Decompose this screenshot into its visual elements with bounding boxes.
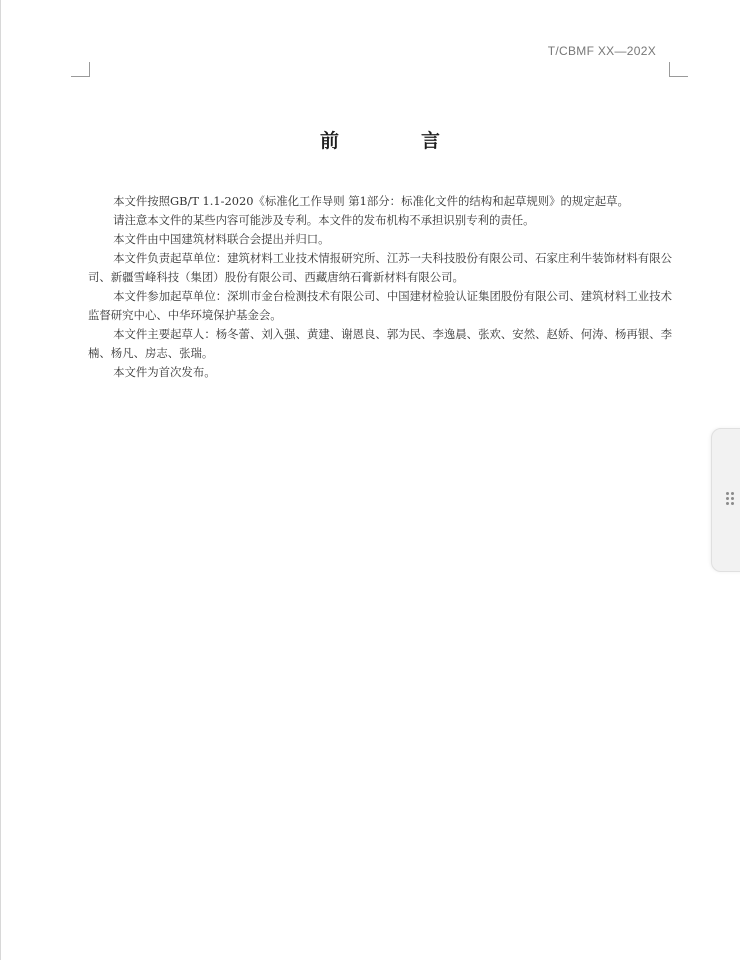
paragraph-standard-basis: 本文件按照GB/T 1.1-2020《标准化工作导则 第1部分：标准化文件的结构和起草规则》的规定起草。	[113, 194, 629, 208]
paragraph-participating-drafters: 本文件参加起草单位：深圳市金台检测技术有限公司、中国建材检验认证集团股份有限公司、建筑材料工业技术监督研究中心、中华环境保护基金会。	[88, 289, 672, 322]
paragraph-patent-notice: 请注意本文件的某些内容可能涉及专利。本文件的发布机构不承担识别专利的责任。	[113, 213, 535, 227]
paragraph-lead-drafters: 本文件负责起草单位：建筑材料工业技术情报研究所、江苏一夫科技股份有限公司、石家庄利牛装饰材料有限公司、新疆雪峰科技（集团）股份有限公司、西藏唐纳石膏新材料有限公司。	[88, 251, 672, 284]
paragraph-proposer: 本文件由中国建筑材料联合会提出并归口。	[113, 232, 330, 246]
document-code: T/CBMF XX—202X	[547, 44, 656, 58]
paragraph-first-release: 本文件为首次发布。	[113, 365, 216, 379]
crop-mark-right	[669, 62, 688, 77]
drag-handle-icon[interactable]	[726, 492, 736, 506]
page-title	[320, 126, 440, 153]
paragraph-main-drafters: 本文件主要起草人：杨冬蕾、刘入强、黄建、谢恩良、郭为民、李逸晨、张欢、安然、赵娇、何涛、杨再银、李楠、杨凡、房志、张瑞。	[88, 327, 672, 360]
page-title-char-2: 言	[420, 130, 440, 152]
page-title-char-1: 前	[320, 130, 340, 152]
side-panel-handle[interactable]	[711, 428, 740, 572]
crop-mark-left	[71, 62, 90, 77]
foreword-body	[88, 192, 672, 382]
page-edge	[0, 0, 1, 960]
